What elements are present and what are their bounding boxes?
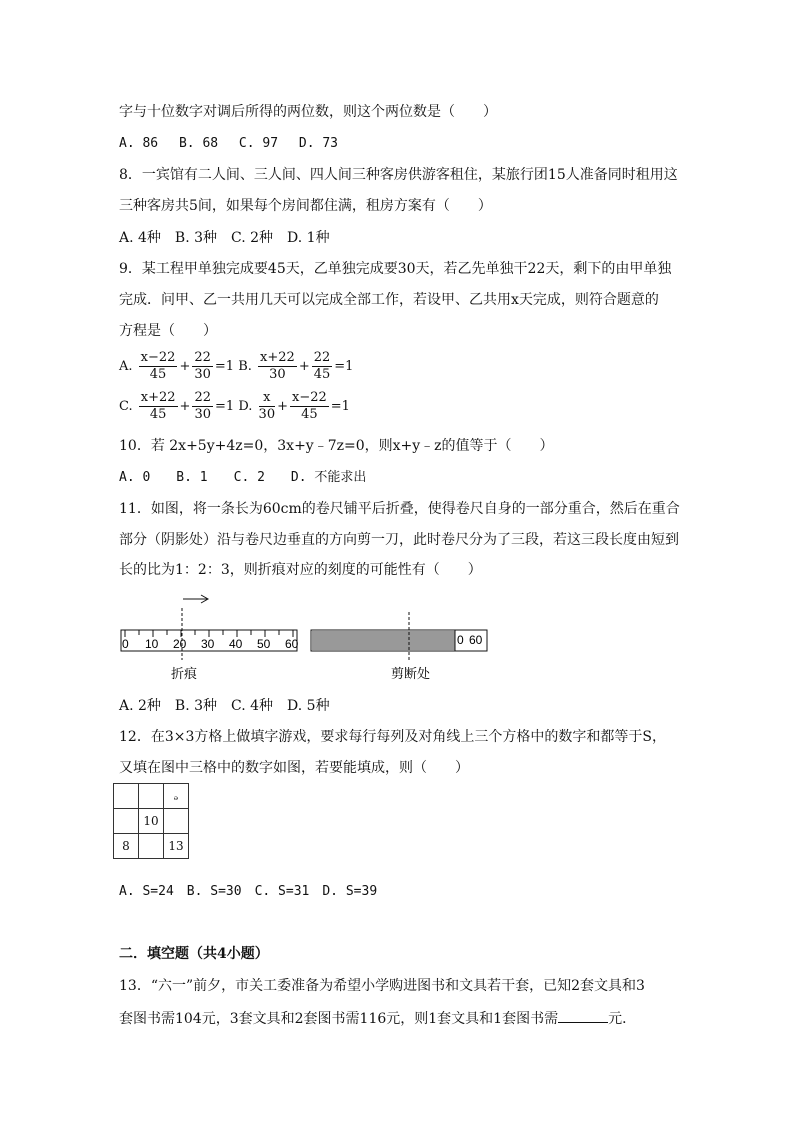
grid-cell: 13: [164, 834, 189, 859]
q7-options: A. 86 B. 68 C. 97 D. 73: [119, 136, 339, 151]
q13-line2-end: 元．: [608, 1011, 637, 1027]
cut-label: 剪断处: [391, 666, 431, 681]
q11-line2: 部分（阴影处）沿与卷尺边垂直的方向剪一刀，此时卷尺分为了三段，若这三段长度由短到: [119, 532, 679, 548]
q7-tail: 字与十位数字对调后所得的两位数，则这个两位数是（ ）: [119, 104, 497, 120]
grid-cell: 8: [114, 834, 139, 859]
grid-cell: [114, 784, 139, 809]
ruler-tick-label: 0: [122, 637, 129, 651]
q9-d-label: D.: [238, 399, 253, 414]
q12-options: A. S=24 B. S=30 C. S=31 D. S=39: [119, 884, 378, 899]
ruler-tick-label: 10: [145, 637, 159, 651]
q10-line: 10．若 2x+5y+4z=0，3x+y﹣7z=0，则x+y﹣z的值等于（ ）: [119, 438, 554, 454]
q8-line1: 8．一宾馆有二人间、三人间、四人间三种客房供游客租住，某旅行团15人准备同时租用这: [119, 167, 678, 183]
q9-d-frac2: $\frac{x-22}{45}$: [292, 390, 327, 422]
q9-a-frac2: $\frac{22}{30}$: [194, 350, 211, 382]
q10-options: A. 0 B. 1 C. 2 D. 不能求出: [119, 470, 367, 485]
q12-line1: 12．在3×3方格上做填字游戏，要求每行每列及对角线上三个方格中的数字和都等于S，: [119, 729, 666, 745]
q8-line2: 三种客房共5间，如果每个房间都住满，租房方案有（ ）: [119, 198, 492, 214]
q9-a-frac1: $\frac{x-22}{45}$: [140, 350, 176, 382]
fold-label: 折痕: [171, 666, 198, 681]
q9-line1: 9．某工程甲单独完成要45天，乙单独完成要30天，若乙先单独干22天，剩下的由甲单独: [119, 261, 672, 277]
right-label-0: 0: [457, 633, 464, 647]
q9-line3: 方程是（ ）: [119, 323, 217, 339]
ruler-tick-label: 30: [201, 637, 215, 651]
right-label-60: 60: [469, 633, 483, 647]
shaded-part: [312, 631, 455, 650]
q9-b-frac1: $\frac{x+22}{30}$: [260, 350, 295, 382]
answer-blank[interactable]: [558, 1008, 608, 1023]
grid-cell: ₔ: [164, 784, 189, 809]
grid-cell: [164, 809, 189, 834]
ruler-tick-label: 20: [173, 637, 187, 651]
q13-line2: [119, 1008, 636, 1029]
q12-line2: 又填在图中三格中的数字如图，若要能填成，则（ ）: [119, 760, 469, 776]
ruler-tick-label: 50: [257, 637, 271, 651]
ruler-figure: [115, 590, 495, 685]
q11-options: A. 2种 B. 3种 C. 4种 D. 5种: [119, 698, 330, 714]
grid-cell: [114, 809, 139, 834]
q8-options: A. 4种 B. 3种 C. 2种 D. 1种: [119, 230, 330, 246]
q9-b-frac2: $\frac{22}{45}$: [313, 350, 331, 382]
ruler-tick-label: 40: [229, 637, 243, 651]
q9-line2: 完成．问甲、乙一共用几天可以完成全部工作，若设甲、乙共用x天完成，则符合题意的: [119, 292, 659, 308]
q11-line1: 11．如图，将一条长为60cm的卷尺铺平后折叠，使得卷尺自身的一部分重合，然后在重合: [119, 501, 680, 517]
q11-line3: 长的比为1：2：3，则折痕对应的刻度的可能性有（ ）: [119, 562, 482, 578]
grid-cell: 10: [139, 809, 164, 834]
q9-c-frac1: $\frac{x+22}{45}$: [140, 390, 176, 422]
q9-options-cd: C. $\frac{x+22}{45}$ + $\frac{22}{30}$ =1 D. $\frac{x}{30}$ + $\frac{x-22}{45}$ =1: [119, 390, 350, 422]
q9-options-ab: A. $\frac{x-22}{45}$ + $\frac{22}{30}$ =1 B. $\frac{x+22}{30}$ + $\frac{22}{45}$ =1: [119, 350, 354, 382]
q13-line2-text: 套图书需104元，3套文具和2套图书需116元，则1套文具和1套图书需: [119, 1011, 559, 1027]
q9-d-frac1: $\frac{x}{30}$: [258, 390, 276, 422]
q13-line1: 13．“六一”前夕，市关工委准备为希望小学购进图书和文具若干套，已知2套文具和3: [119, 978, 645, 994]
ruler-tick-label: 60: [285, 637, 299, 651]
grid-cell: [139, 834, 164, 859]
grid-row: [114, 784, 189, 809]
section2-title: 二．填空题（共4小题）: [119, 946, 269, 962]
magic-square-grid: [113, 783, 189, 859]
q9-c-frac2: $\frac{22}{30}$: [194, 390, 211, 422]
q9-b-label: B.: [238, 359, 252, 374]
q9-c-label: C.: [119, 399, 133, 414]
grid-row: [114, 834, 189, 859]
grid-row: [114, 809, 189, 834]
grid-cell: [139, 784, 164, 809]
q9-a-label: A.: [119, 359, 133, 374]
